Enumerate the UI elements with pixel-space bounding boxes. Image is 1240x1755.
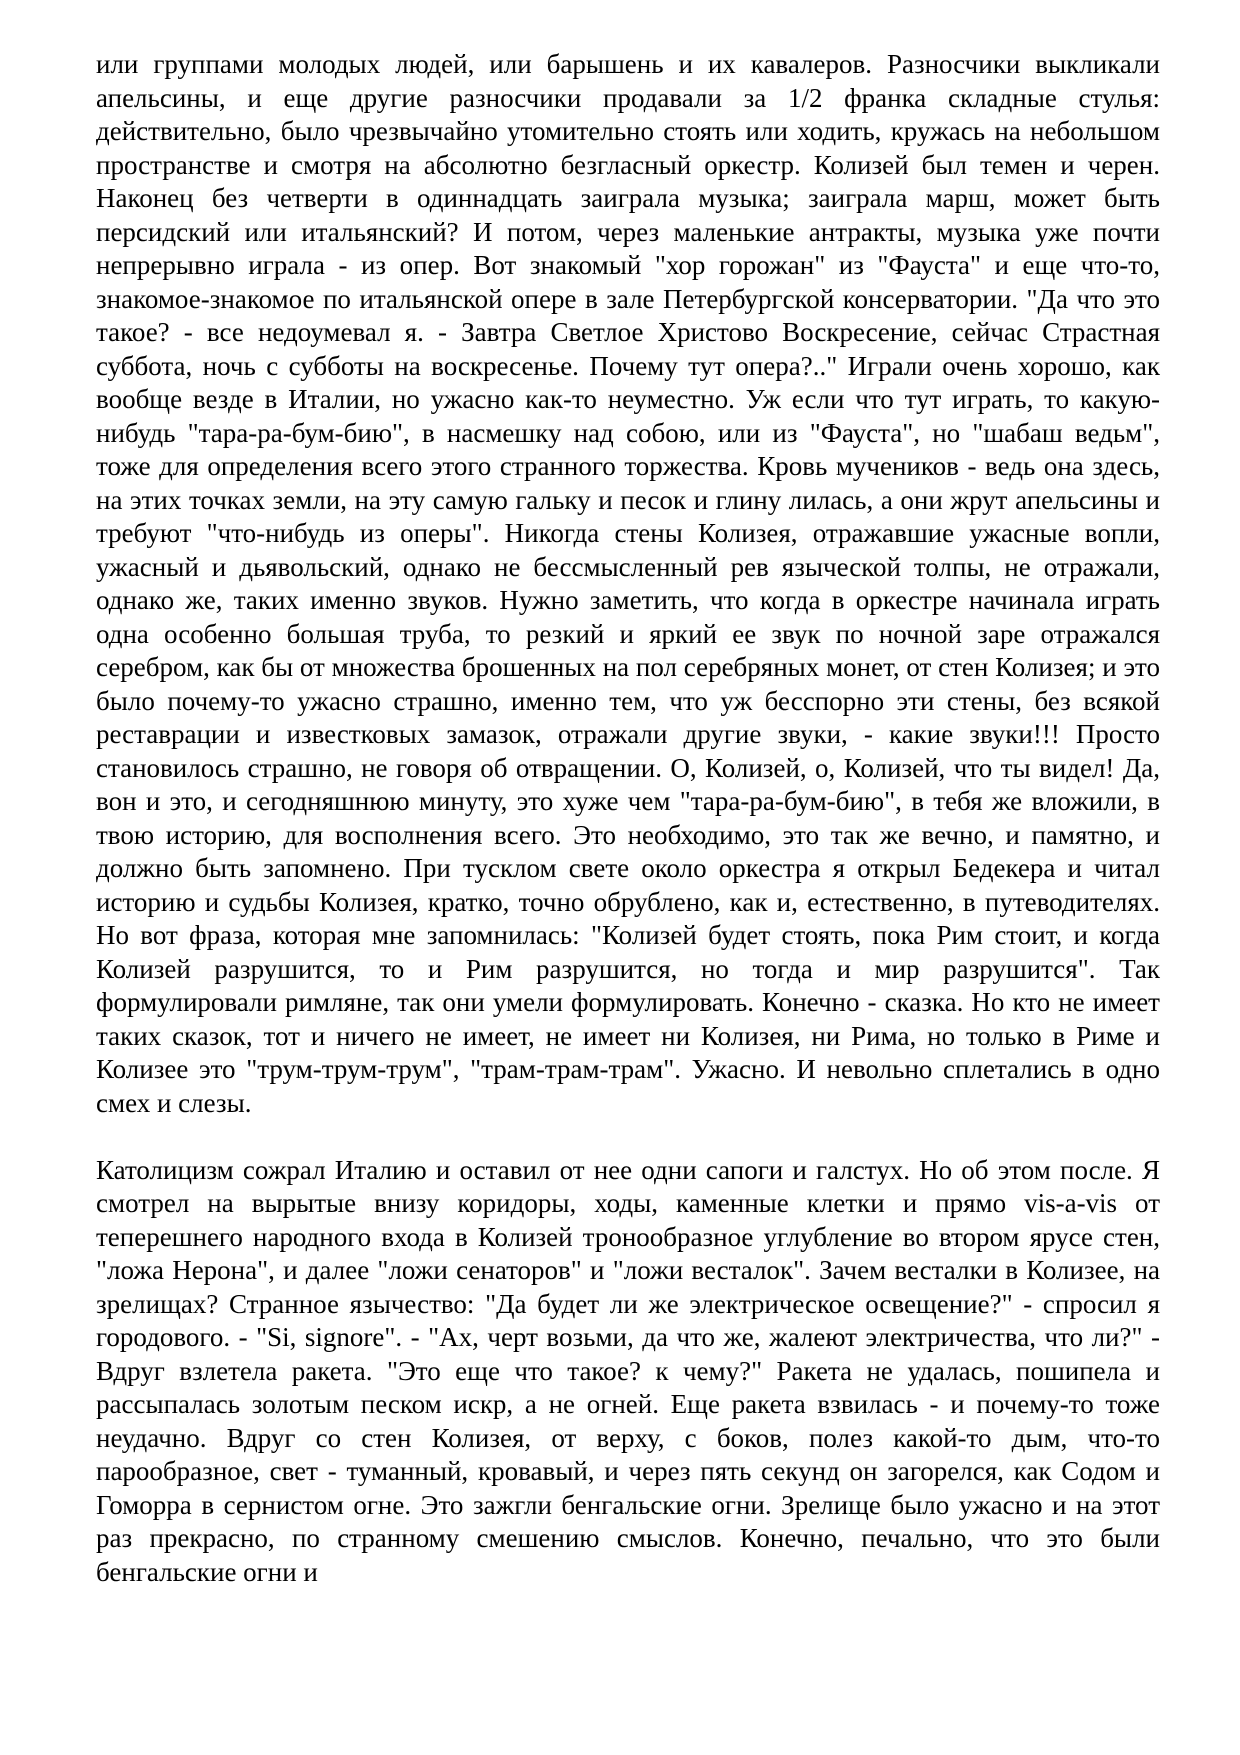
paragraph-1: или группами молодых людей, или барышень и их кавалеров. Разносчики выкликали апельсины, и еще другие разносчики продавали за 1/2 франка складные стулья: действительно, было чрезвычайно утомительно стоять или ходить, кружась на небольшом пространстве и смотря на абсолютно безгласный оркестр. Колизей был темен и черен. Наконец без четверти в одиннадцать заиграла музыка; заиграла марш, может быть персидский или итальянский? И потом, через маленькие антракты, музыка уже почти непрерывно играла - из опер. Вот знакомый "хор горожан" из "Фауста" и еще что-то, знакомое-знакомое по итальянской опере в зале Петербургской консерватории. "Да что это такое? - все недоумевал я. - Завтра Светлое Христово Воскресение, сейчас Страстная суббота, ночь с субботы на воскресенье. Почему тут опера?.." Играли очень хорошо, как вообще везде в Италии, но ужасно как-то неуместно. Уж если что тут играть, то какую-нибудь "тара-ра-бум-бию", в насмешку над собою, или из "Фауста", но "шабаш ведьм", тоже для определения всего этого странного торжества. Кровь мучеников - ведь она здесь, на этих точках земли, на эту самую гальку и песок и глину лилась, а они жрут апельсины и требуют "что-нибудь из оперы". Никогда стены Колизея, отражавшие ужасные вопли, ужасный и дьявольский, однако не бессмысленный рев языческой толпы, не отражали, однако же, таких именно звуков. Нужно заметить, что когда в оркестре начинала играть одна особенно большая труба, то резкий и яркий ее звук по ночной заре отражался серебром, как бы от множества брошенных на пол серебряных монет, от стен Колизея; и это было почему-то ужасно страшно, именно тем, что уж бесспорно эти стены, без всякой реставрации и известковых замазок, отражали другие звуки, - какие звуки!!! Просто становилось страшно, не говоря об отвращении. О, Колизей, о, Колизей, что ты видел! Да, вон и это, и сегодняшнюю минуту, это хуже чем "тара-ра-бум-бию", в тебя же вложили, в твою историю, для восполнения всего. Это необходимо, это так же вечно, и памятно, и должно быть запомнено. При тусклом свете около оркестра я открыл Бедекера и читал историю и судьбы Колизея, кратко, точно обрублено, как и, естественно, в путеводителях. Но вот фраза, которая мне запомнилась: "Колизей будет стоять, пока Рим стоит, и когда Колизей разрушится, то и Рим разрушится, но тогда и мир разрушится". Так формулировали римляне, так они умели формулировать. Конечно - сказка. Но кто не имеет таких сказок, тот и ничего не имеет, не имеет ни Колизея, ни Рима, но только в Риме и Колизее это "трум-трум-трум", "трам-трам-трам". Ужасно. И невольно сплетались в одно смех и слезы. xyxy=(96,49,1160,1118)
paragraph-2: Католицизм сожрал Италию и оставил от нее одни сапоги и галстух. Но об этом после. Я смотрел на вырытые внизу коридоры, ходы, каменные клетки и прямо vis-a-vis от теперешнего народного входа в Колизей тронообразное углубление во втором ярусе стен, "ложа Нерона", и далее "ложи сенаторов" и "ложи весталок". Зачем весталки в Колизее, на зрелищах? Странное язычество: "Да будет ли же электрическое освещение?" - спросил я городового. - "Si, signore". - "Ах, черт возьми, да что же, жалеют электричества, что ли?" - Вдруг взлетела ракета. "Это еще что такое? к чему?" Ракета не удалась, пошипела и рассыпалась золотым песком искр, а не огней. Еще ракета взвилась - и почему-то тоже неудачно. Вдруг со стен Колизея, от верху, с боков, полез какой-то дым, что-то парообразное, свет - туманный, кровавый, и через пять секунд он загорелся, как Содом и Гоморра в сернистом огне. Это зажгли бенгальские огни. Зрелище было ужасно и на этот раз прекрасно, по странному смешению смыслов. Конечно, печально, что это были бенгальские огни и xyxy=(96,1154,1160,1587)
document-page xyxy=(96,48,1160,1589)
